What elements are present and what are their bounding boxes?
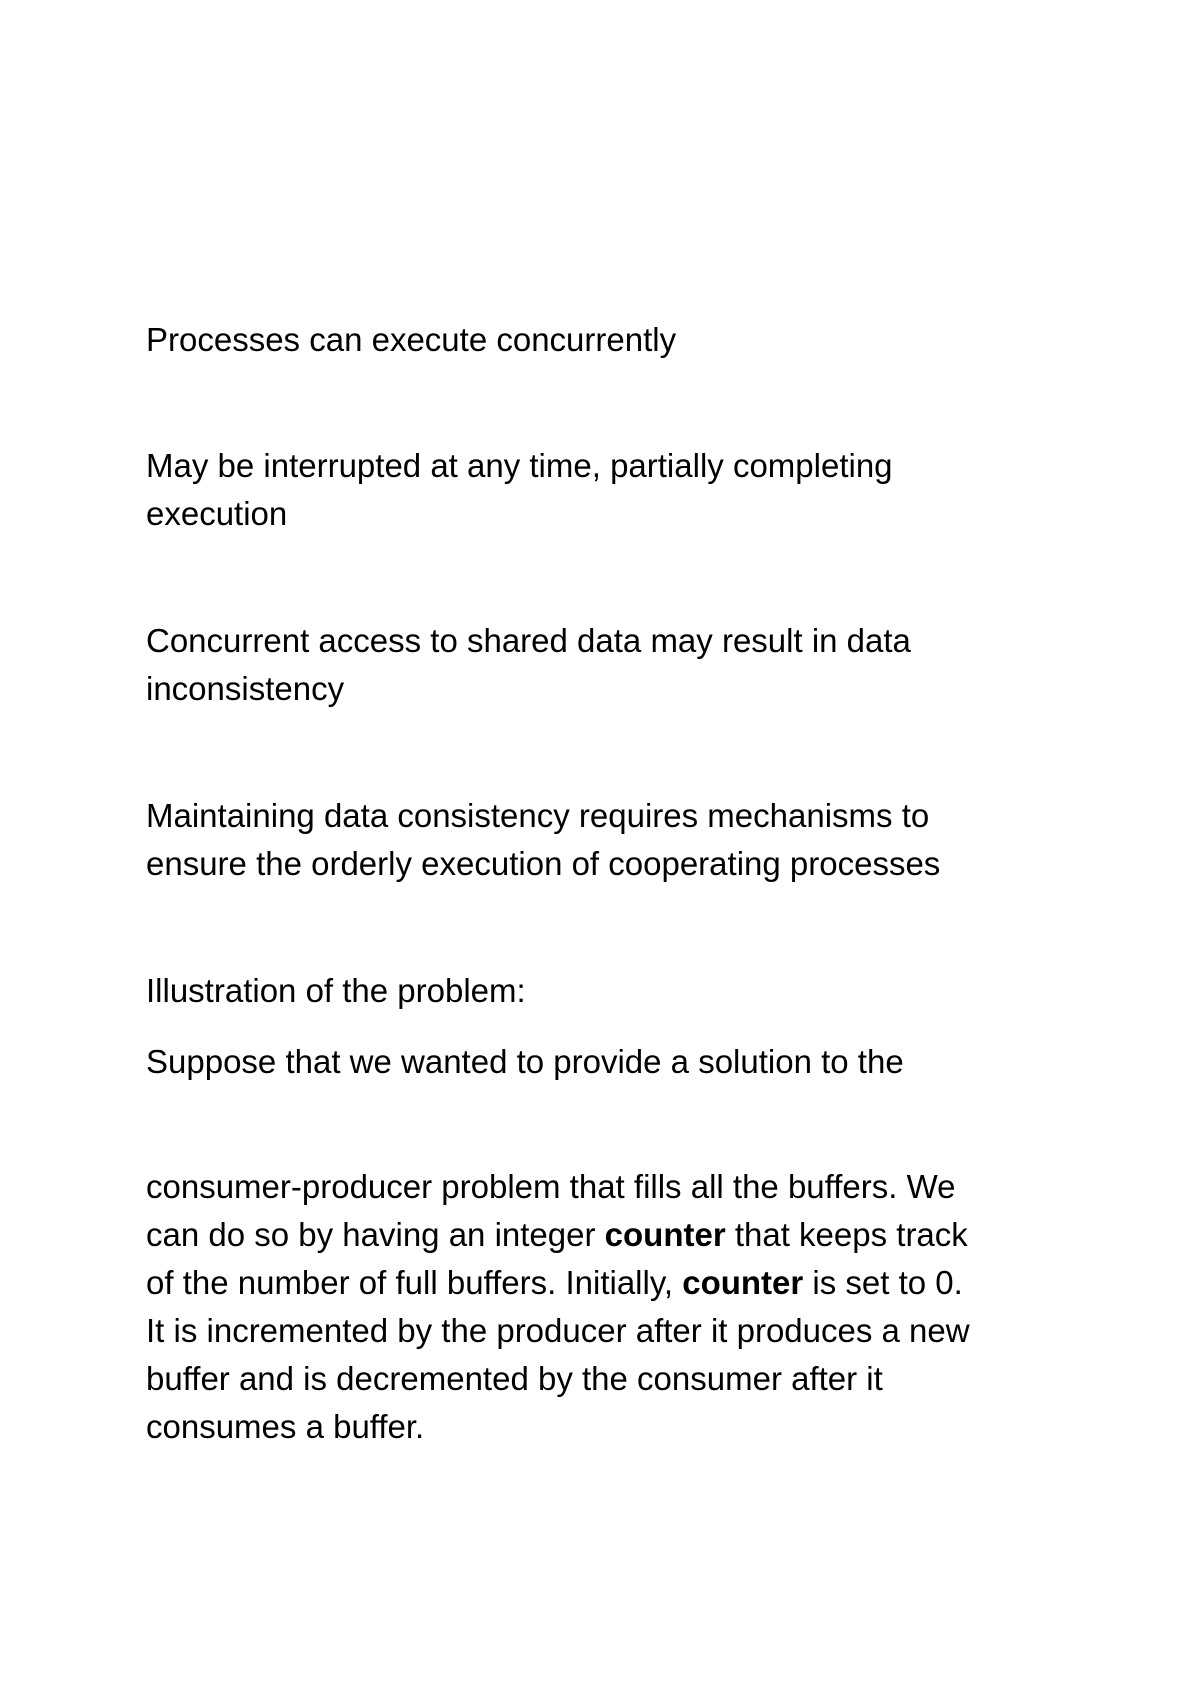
paragraph-interrupted (146, 442, 1066, 538)
paragraph-concurrent-processes (146, 316, 1066, 364)
paragraph-consumer-producer (146, 1163, 1066, 1451)
paragraph-text: Illustration of the problem: (146, 972, 526, 1009)
paragraph-suppose (146, 1038, 1066, 1086)
paragraph-data-consistency (146, 792, 1066, 888)
paragraph-line: ensure the orderly execution of cooperating processes (146, 845, 941, 882)
paragraph-line: Concurrent access to shared data may result in data (146, 622, 911, 659)
paragraph-line: It is incremented by the producer after it produces a new (146, 1312, 970, 1349)
paragraph-text-segment: can do so by having an integer (146, 1216, 605, 1253)
paragraph-line: inconsistency (146, 670, 345, 707)
paragraph-text-segment: of the number of full buffers. Initially, (146, 1264, 683, 1301)
paragraph-text-segment: is set to 0. (803, 1264, 963, 1301)
paragraph-line: consumer-producer problem that fills all the buffers. We (146, 1168, 956, 1205)
paragraph-line: buffer and is decremented by the consumer after it (146, 1360, 883, 1397)
bold-term-counter: counter (604, 1216, 726, 1253)
paragraph-line: consumes a buffer. (146, 1408, 425, 1445)
bold-term-counter: counter (682, 1264, 804, 1301)
paragraph-line: execution (146, 495, 288, 532)
paragraph-text-segment: that keeps track (725, 1216, 968, 1253)
paragraph-text: Processes can execute concurrently (146, 321, 677, 358)
paragraph-line: Maintaining data consistency requires mechanisms to (146, 797, 930, 834)
paragraph-text: Suppose that we wanted to provide a solution to the (146, 1043, 904, 1080)
paragraph-shared-data (146, 617, 1066, 713)
paragraph-illustration-heading (146, 967, 1066, 1015)
paragraph-line: May be interrupted at any time, partially completing (146, 447, 893, 484)
